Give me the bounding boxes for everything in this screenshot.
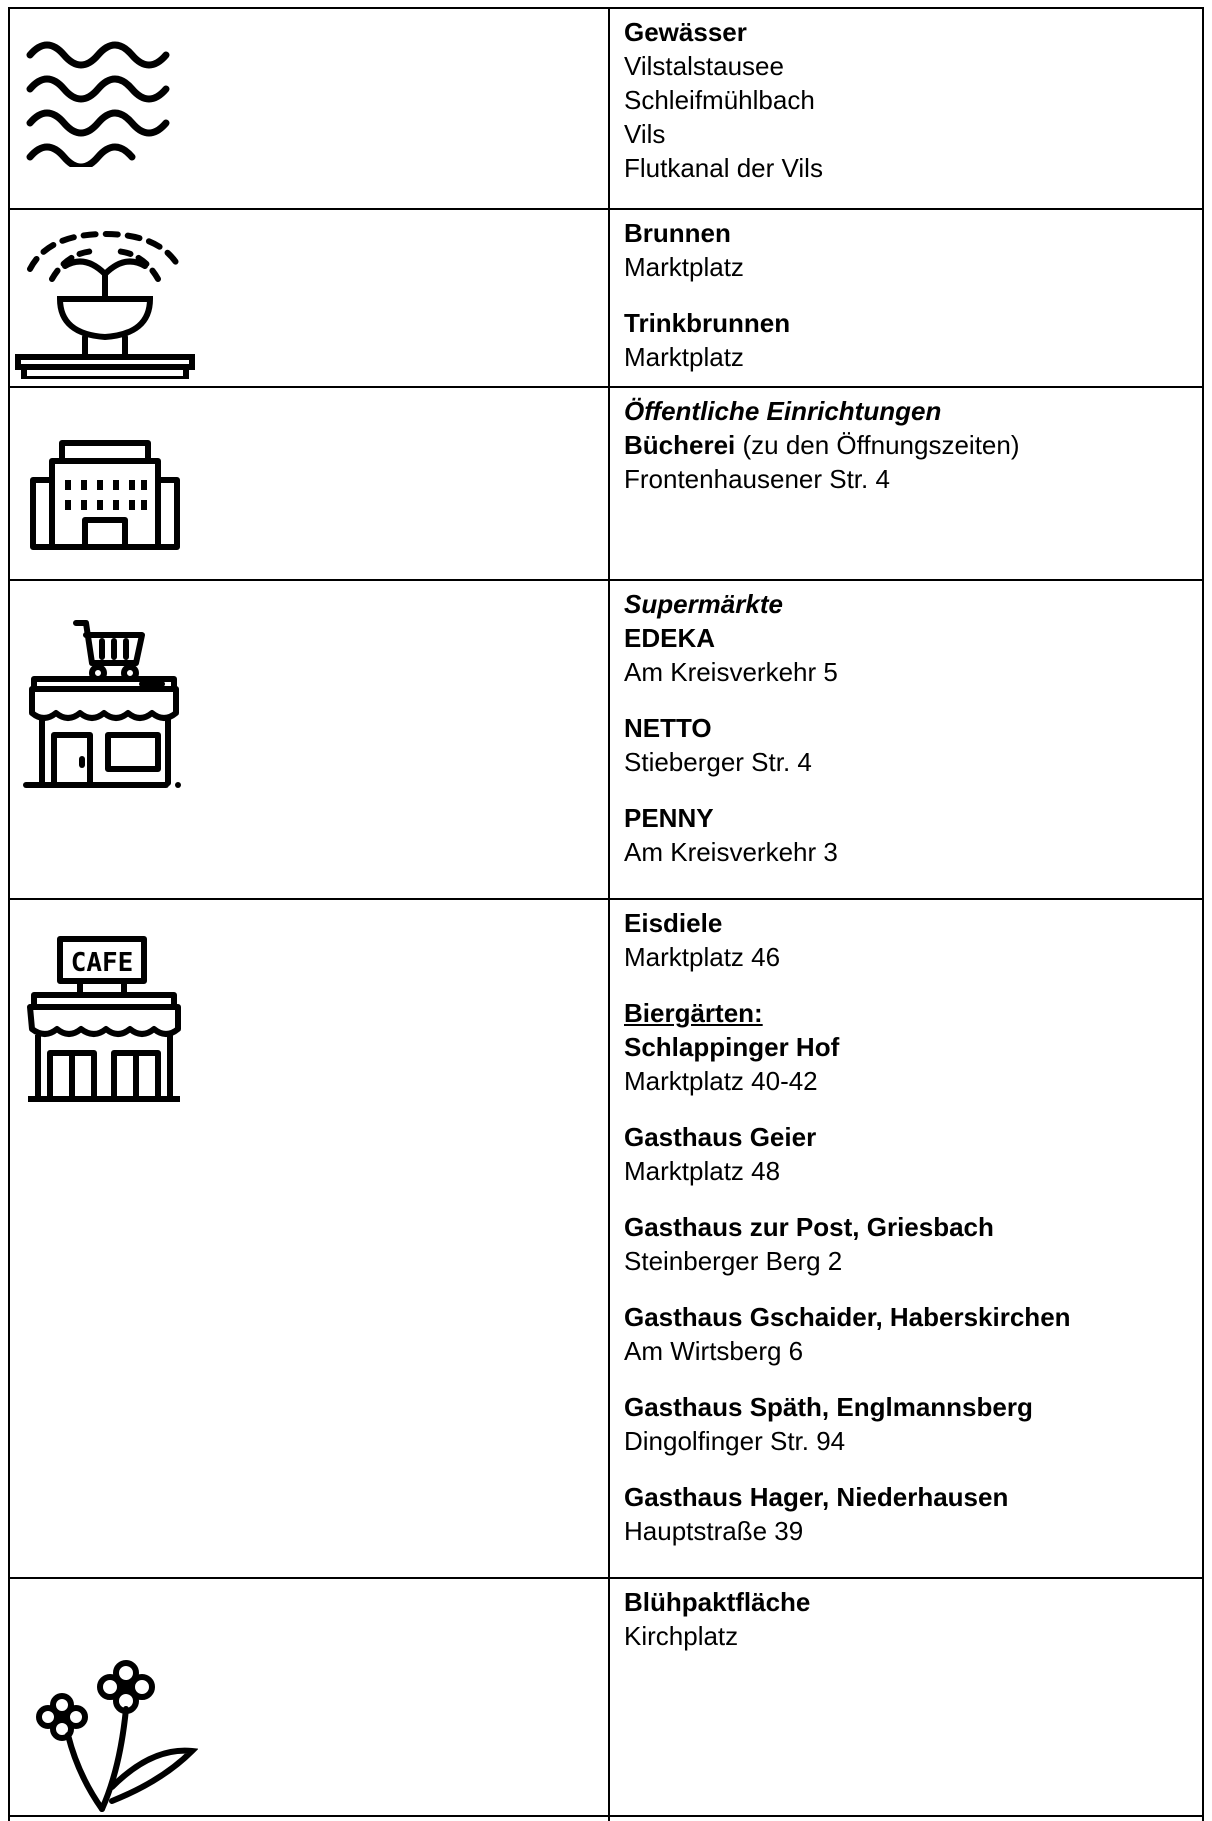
list-item: Vilstalstausee — [624, 51, 784, 81]
row-einrichtungen — [624, 394, 1194, 496]
row-heading: EDEKA — [624, 623, 716, 653]
list-item: Flutkanal der Vils — [624, 153, 823, 183]
row-divider — [8, 7, 1204, 9]
flower-icon — [28, 1647, 198, 1817]
fountain-icon — [10, 229, 200, 379]
address: Marktplatz — [624, 342, 744, 372]
address: Am Wirtsberg 6 — [624, 1336, 804, 1366]
row-heading: Bücherei — [624, 430, 736, 460]
address: Am Kreisverkehr 3 — [624, 837, 838, 867]
row-brunnen — [624, 216, 1194, 374]
opening-note: (zu den Öffnungszeiten) — [735, 430, 1020, 460]
list-item: Schleifmühlbach — [624, 85, 815, 115]
supermarket-icon — [22, 619, 187, 789]
category-heading: Supermärkte — [624, 589, 783, 619]
row-heading: NETTO — [624, 713, 712, 743]
row-heading: PENNY — [624, 803, 714, 833]
address: Frontenhausener Str. 4 — [624, 464, 890, 494]
cafe-sign-text: CAFE — [70, 948, 134, 978]
address: Marktplatz 48 — [624, 1156, 781, 1186]
row-heading: Gasthaus zur Post, Griesbach — [624, 1212, 994, 1242]
address: Steinberger Berg 2 — [624, 1246, 843, 1276]
row-heading: Gasthaus Gschaider, Haberskirchen — [624, 1302, 1071, 1332]
row-heading: Eisdiele — [624, 908, 723, 938]
row-heading: Blühpaktfläche — [624, 1587, 811, 1617]
cafe-icon — [24, 935, 184, 1105]
address: Stieberger Str. 4 — [624, 747, 812, 777]
address: Kirchplatz — [624, 1621, 739, 1651]
row-bluehpakt — [624, 1585, 1194, 1653]
building-icon — [30, 440, 180, 550]
row-divider — [8, 1577, 1204, 1579]
row-divider — [8, 386, 1204, 388]
row-divider — [8, 208, 1204, 210]
row-heading: Gewässer — [624, 17, 747, 47]
address: Marktplatz 40-42 — [624, 1066, 818, 1096]
row-heading: Gasthaus Hager, Niederhausen — [624, 1482, 1009, 1512]
address: Hauptstraße 39 — [624, 1516, 804, 1546]
row-heading: Brunnen — [624, 218, 731, 248]
row-divider — [8, 579, 1204, 581]
biergarten-label: Biergärten: — [624, 998, 763, 1028]
list-item: Vils — [624, 119, 666, 149]
poi-table — [8, 7, 1204, 1821]
address: Marktplatz 46 — [624, 942, 781, 972]
row-supermaerkte — [624, 587, 1194, 869]
address: Am Kreisverkehr 5 — [624, 657, 838, 687]
row-gastro — [624, 906, 1194, 1548]
row-heading: Schlappinger Hof — [624, 1032, 840, 1062]
address: Dingolfinger Str. 94 — [624, 1426, 846, 1456]
category-heading: Öffentliche Einrichtungen — [624, 396, 942, 426]
row-gewaesser — [624, 15, 1194, 185]
row-heading: Trinkbrunnen — [624, 308, 791, 338]
address: Marktplatz — [624, 252, 744, 282]
row-heading: Gasthaus Späth, Englmannsberg — [624, 1392, 1033, 1422]
column-divider — [608, 7, 610, 1821]
table-border-right — [1202, 7, 1204, 1821]
row-divider — [8, 898, 1204, 900]
row-heading: Gasthaus Geier — [624, 1122, 817, 1152]
waves-icon — [10, 27, 190, 167]
